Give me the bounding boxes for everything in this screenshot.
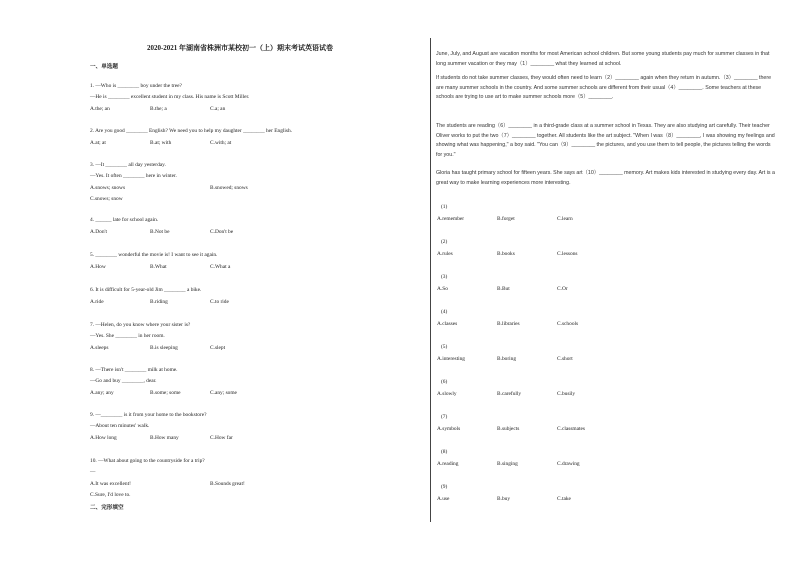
cloze-option[interactable]: A.use (437, 496, 450, 502)
cloze-option[interactable]: C.take (557, 496, 571, 502)
question-text: 3. —It ________ all day yesterday. (90, 162, 166, 168)
cloze-option[interactable]: A.symbols (437, 426, 461, 432)
passage-paragraph: The students are reading（6）________ in a third-grade class at a summer school in Texas. They are also studying art carefully. Their teacher Oliver works to put the two（7）________ together. All students like the art subject. "When I was（8）________, I was showing my feelings and showing what was happening," a boy said. "You can（9）________ the pictures, and you use them to tell people, the pictures telling the words for you." (436, 123, 775, 158)
answer-option[interactable]: C.snows; snow (90, 196, 123, 202)
answer-option[interactable]: C.any; some (210, 390, 237, 396)
answer-option[interactable]: A.ride (90, 299, 104, 305)
cloze-option[interactable]: C.Or (557, 286, 568, 292)
question-text: —About ten minutes' walk. (90, 423, 150, 429)
answer-option[interactable]: B.riding (150, 299, 168, 305)
cloze-option[interactable]: A.classes (437, 321, 458, 327)
passage-paragraph: June, July, and August are vacation months for most American school children. But some young students pay much for summer classes in that long summer vacation or they may（1）________ what they learned at school. (436, 51, 770, 67)
answer-option[interactable]: A.the; an (90, 106, 110, 112)
answer-option[interactable]: B.at; with (150, 140, 172, 146)
answer-option[interactable]: C.slept (210, 345, 226, 351)
cloze-option[interactable]: A.reading (437, 461, 459, 467)
question-text: 6. It is difficult for 5-year-old Jim ________ a bike. (90, 287, 202, 293)
question-text: —He is ________ excellent student in my class. His name is Scott Miller. (90, 94, 250, 100)
cloze-option[interactable]: C.schools (557, 321, 579, 327)
question-text: —Go and buy ________, dear. (90, 378, 157, 384)
section-heading-single-choice: 一、单选题 (90, 64, 118, 70)
answer-option[interactable]: A.at; at (90, 140, 106, 146)
cloze-option[interactable]: B.boring (497, 356, 517, 362)
cloze-option[interactable]: A.slowly (437, 391, 457, 397)
answer-option[interactable]: C.with; at (210, 140, 232, 146)
cloze-option[interactable]: B.subjects (497, 426, 520, 432)
cloze-option[interactable]: C.busily (557, 391, 576, 397)
passage-paragraph: Gloria has taught primary school for fifteen years. She says art（10）________ memory. Art makes kids interested in studying every day. Art is a great way to make learning experiences more interesting. (436, 170, 775, 186)
cloze-option[interactable]: C.learn (557, 216, 573, 222)
cloze-number: (2) (441, 239, 448, 245)
answer-option[interactable]: B.What (150, 264, 167, 270)
cloze-option[interactable]: A.remember (437, 216, 465, 222)
question-text: 10. —What about going to the countryside for a trip? (90, 458, 205, 464)
cloze-option[interactable]: C.lessons (557, 251, 578, 257)
answer-option[interactable]: B.some; some (150, 390, 181, 396)
cloze-option[interactable]: B.carefully (497, 391, 522, 397)
cloze-option[interactable]: B.buy (497, 496, 511, 502)
answer-option[interactable]: A.any; any (90, 390, 114, 396)
cloze-number: (6) (441, 379, 448, 385)
question-text: 8. —There isn't ________ milk at home. (90, 367, 178, 373)
question-text: — (90, 469, 96, 475)
cloze-number: (9) (441, 484, 448, 490)
cloze-number: (5) (441, 344, 448, 350)
answer-option[interactable]: B.is sleeping (150, 345, 178, 351)
section-heading-cloze: 二、完形填空 (90, 505, 124, 511)
cloze-option[interactable]: A.interesting (437, 356, 465, 362)
answer-option[interactable]: B.How many (150, 435, 179, 441)
answer-option[interactable]: C.What a (210, 264, 231, 270)
cloze-number: (8) (441, 449, 448, 455)
answer-option[interactable]: A.How long (90, 435, 117, 441)
cloze-number: (7) (441, 414, 448, 420)
cloze-option[interactable]: B.forget (497, 216, 515, 222)
cloze-option[interactable]: C.classmates (557, 426, 585, 432)
answer-option[interactable]: C.Sure, I'd love to. (90, 492, 131, 498)
passage-paragraph: If students do not take summer classes, they would often need to learn（2）________ again when they return in autumn.（3）________ there are many summer schools in the country. And some summer schools are different from their usual（4）________. Some teachers at these schools are trying to use art to make summer schools more（5）________. (436, 75, 772, 100)
question-text: 7. —Helen, do you know where your sister is? (90, 322, 191, 328)
page-title: 2020-2021 年湖南省株洲市某校初一（上）期末考试英语试卷 (146, 44, 334, 52)
answer-option[interactable]: A.Don't (90, 229, 107, 235)
answer-option[interactable]: C.How far (210, 435, 233, 441)
question-text: —Yes. She ________ in her room. (90, 333, 165, 339)
cloze-option[interactable]: B.singing (497, 461, 518, 467)
cloze-number: (3) (441, 274, 448, 280)
answer-option[interactable]: A.It was excellent! (90, 481, 131, 487)
cloze-option[interactable]: A.So (437, 286, 448, 292)
cloze-number: (4) (441, 309, 448, 315)
question-text: 5. ________ wonderful the movie is! I want to see it again. (90, 252, 218, 258)
answer-option[interactable]: A.sleeps (90, 345, 109, 351)
answer-option[interactable]: A.How (90, 264, 106, 270)
cloze-option[interactable]: B.books (497, 251, 515, 257)
answer-option[interactable]: C.to ride (210, 299, 229, 305)
answer-option[interactable]: A.snows; snows (90, 185, 126, 191)
answer-option[interactable]: B.snowed; snows (210, 185, 248, 191)
answer-option[interactable]: B.Sounds great! (210, 481, 245, 487)
cloze-option[interactable]: A.rules (437, 251, 453, 257)
answer-option[interactable]: C.Don't be (210, 229, 234, 235)
question-text: 2. Are you good ________ English? We need you to help my daughter ________ her English. (90, 128, 293, 134)
cloze-number: (1) (441, 204, 448, 210)
answer-option[interactable]: B.Not be (150, 229, 170, 235)
answer-option[interactable]: B.the; a (150, 106, 167, 112)
question-text: 9. —________ is it from your home to the bookstore? (90, 412, 207, 418)
cloze-option[interactable]: B.libraries (497, 321, 520, 327)
cloze-option[interactable]: C.drawing (557, 461, 580, 467)
column-divider (430, 38, 431, 522)
question-text: 1. —Who is ________ boy under the tree? (90, 83, 182, 89)
question-text: 4. ______ late for school again. (90, 217, 159, 223)
cloze-option[interactable]: B.But (497, 286, 510, 292)
cloze-option[interactable]: C.short (557, 356, 573, 362)
question-text: —Yes. It often ________ here in winter. (90, 173, 177, 179)
answer-option[interactable]: C.a; an (210, 106, 226, 112)
